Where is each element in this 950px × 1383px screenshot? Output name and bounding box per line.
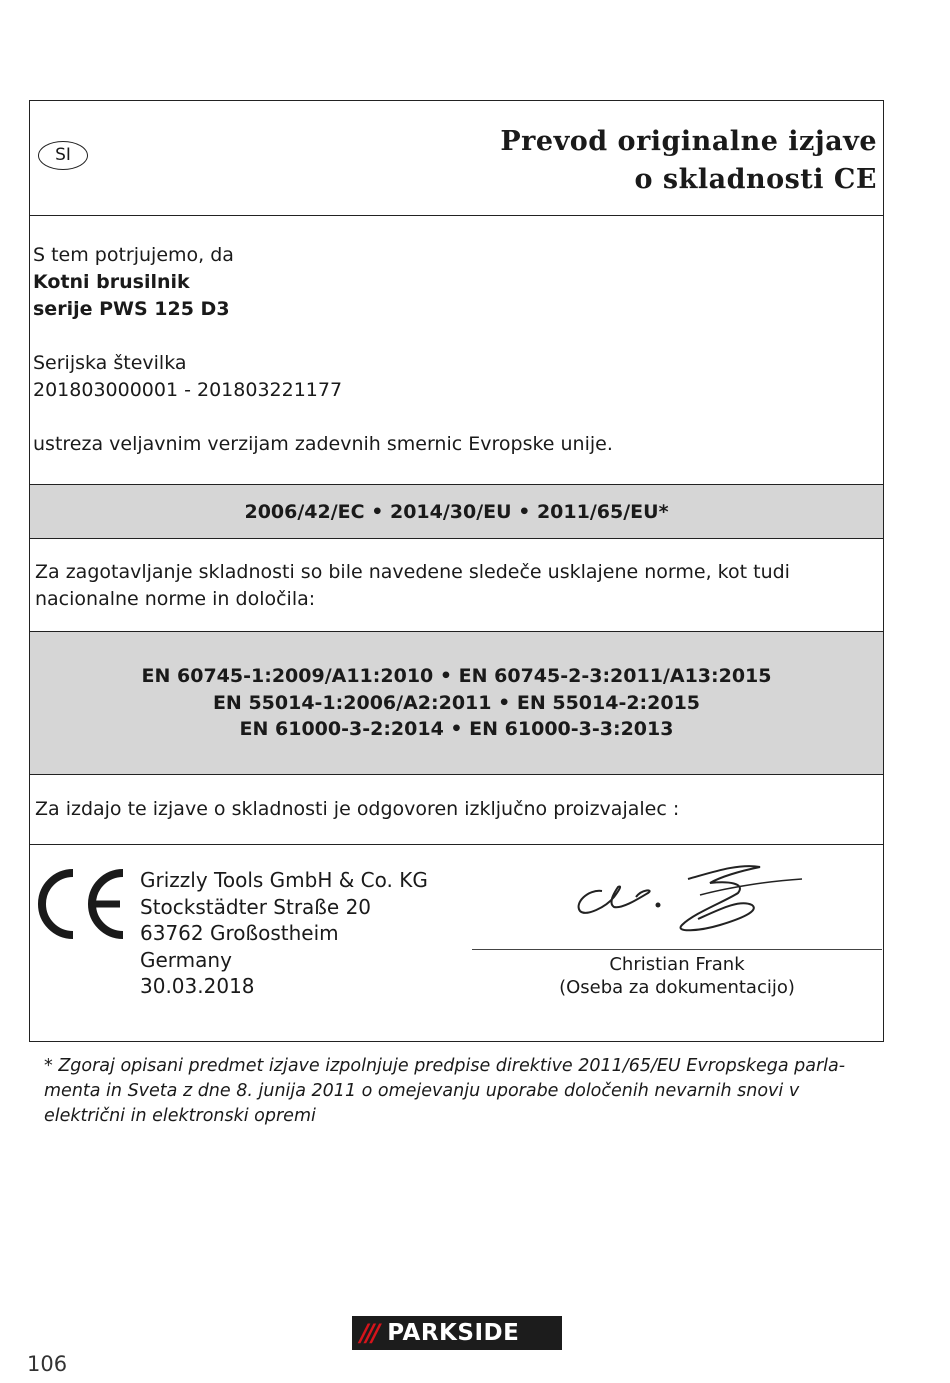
manufacturer-city: 63762 Großostheim (140, 921, 339, 945)
responsibility-text: Za izdajo te izjave o skladnosti je odgovoren izključno proizvajalec : (30, 774, 883, 844)
norms-intro: Za zagotavljanje skladnosti so bile navedene sledeče usklajene norme, kot tudi nacionalne norme in določila: (30, 538, 883, 631)
manufacturer-street: Stockstädter Straße 20 (140, 894, 372, 919)
manufacturer-country: Germany (140, 947, 232, 972)
manufacturer-name: Grizzly Tools GmbH & Co. KG (140, 868, 428, 892)
manufacturer-address (140, 867, 428, 1000)
signature-icon (570, 859, 805, 944)
declaration-date: 30.03.2018 (140, 974, 255, 998)
product-name: Kotni brusilnik (33, 271, 190, 293)
norms-line-2: EN 55014-1:2006/A2:2011 • EN 55014-2:2015 (212, 691, 701, 714)
page-number: 106 (27, 1352, 68, 1376)
signatory-role: (Oseba za dokumentacijo) (559, 977, 795, 998)
country-badge: SI (38, 141, 88, 170)
ce-mark-icon (36, 867, 128, 941)
norms-line-3: EN 61000-3-2:2014 • EN 61000-3-3:2013 (239, 718, 674, 740)
product-section (30, 215, 883, 484)
signatory-name: Christian Frank (609, 954, 745, 975)
signatory-block (472, 953, 882, 999)
declaration-box (29, 100, 884, 1042)
title-line-2: o skladnosti CE (634, 164, 877, 195)
serial-range: 201803000001 - 201803221177 (33, 379, 343, 401)
compliance-text: ustreza veljavnim verzijam zadevnih smernic Evropske unije. (33, 433, 613, 455)
logo-stripes: /// (360, 1319, 378, 1347)
norms-section (30, 631, 883, 774)
directives-bar: 2006/42/EC • 2014/30/EU • 2011/65/EU* (30, 484, 883, 538)
title-line-1: Prevod originalne izjave (500, 126, 877, 157)
manufacturer-section (30, 844, 883, 1042)
signature-line (472, 949, 882, 950)
logo-text: PARKSIDE (387, 1320, 520, 1346)
page-title (500, 123, 877, 199)
norms-line-1: EN 60745-1:2009/A11:2010 • EN 60745-2-3:2011/A13:2015 (141, 665, 772, 687)
serial-label: Serijska številka (33, 352, 187, 374)
footnote: * Zgoraj opisani predmet izjave izpolnjuje predpise direktive 2011/65/EU Evropskega parla-menta in Sveta z dne 8. junija 2011 o omejevanju uporabe določenih nevarnih snovi v električni in elektronski opremi (44, 1056, 846, 1126)
intro-text: S tem potrjujemo, da (33, 244, 234, 266)
header-section (30, 101, 883, 215)
product-series: serije PWS 125 D3 (33, 298, 230, 320)
parkside-logo (352, 1316, 562, 1350)
